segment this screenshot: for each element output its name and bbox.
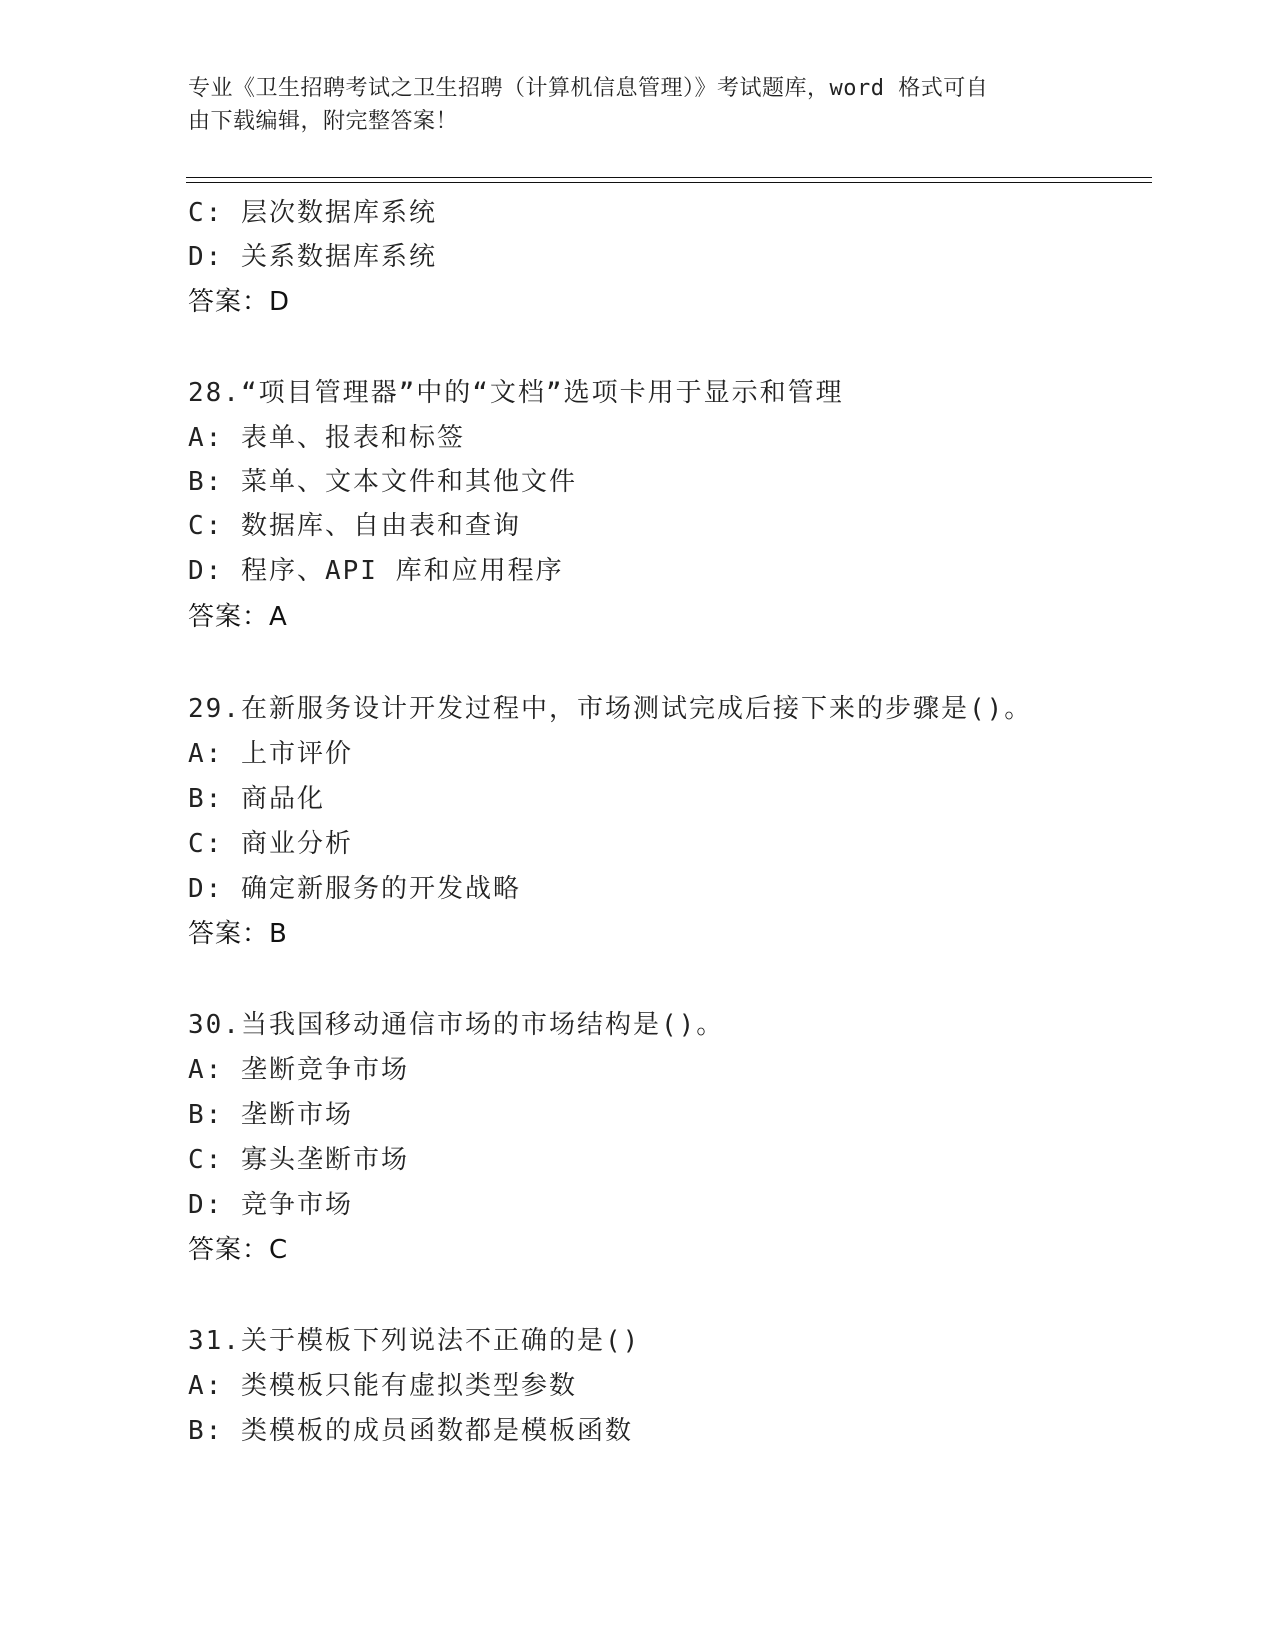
header-line-2: 由下载编辑，附完整答案！ [188, 109, 459, 134]
q30-option-d: D: 竞争市场 [188, 1190, 353, 1220]
q28-stem: 28.“项目管理器”中的“文档”选项卡用于显示和管理 [188, 378, 844, 408]
q28-option-b: B: 菜单、文本文件和其他文件 [188, 467, 577, 497]
q28-option-c: C: 数据库、自由表和查询 [188, 511, 521, 541]
q30-option-b: B: 垄断市场 [188, 1100, 353, 1130]
q30-answer: 答案：C [188, 1235, 289, 1265]
prev-option-c: C: 层次数据库系统 [188, 198, 437, 228]
q31-stem: 31.关于模板下列说法不正确的是() [188, 1326, 641, 1356]
q31-option-b: B: 类模板的成员函数都是模板函数 [188, 1416, 633, 1446]
q29-option-d: D: 确定新服务的开发战略 [188, 874, 521, 904]
header-rule-top [186, 177, 1152, 178]
q28-option-d: D: 程序、API 库和应用程序 [188, 556, 564, 586]
header-line-1: 专业《卫生招聘考试之卫生招聘（计算机信息管理）》考试题库，word 格式可自 [188, 76, 989, 101]
prev-option-d: D: 关系数据库系统 [188, 242, 437, 272]
header-rule-bottom [186, 182, 1152, 183]
q29-option-c: C: 商业分析 [188, 829, 353, 859]
q28-option-a: A: 表单、报表和标签 [188, 423, 465, 453]
q30-option-c: C: 寡头垄断市场 [188, 1145, 409, 1175]
q31-option-a: A: 类模板只能有虚拟类型参数 [188, 1371, 577, 1401]
q30-option-a: A: 垄断竞争市场 [188, 1055, 409, 1085]
document-header [188, 72, 1068, 138]
q29-answer: 答案：B [188, 919, 288, 949]
prev-answer: 答案：D [188, 287, 291, 317]
q29-option-b: B: 商品化 [188, 784, 325, 814]
q29-option-a: A: 上市评价 [188, 739, 353, 769]
q30-stem: 30.当我国移动通信市场的市场结构是()。 [188, 1010, 725, 1040]
q28-answer: 答案：A [188, 602, 288, 632]
q29-stem: 29.在新服务设计开发过程中，市场测试完成后接下来的步骤是()。 [188, 694, 1033, 724]
